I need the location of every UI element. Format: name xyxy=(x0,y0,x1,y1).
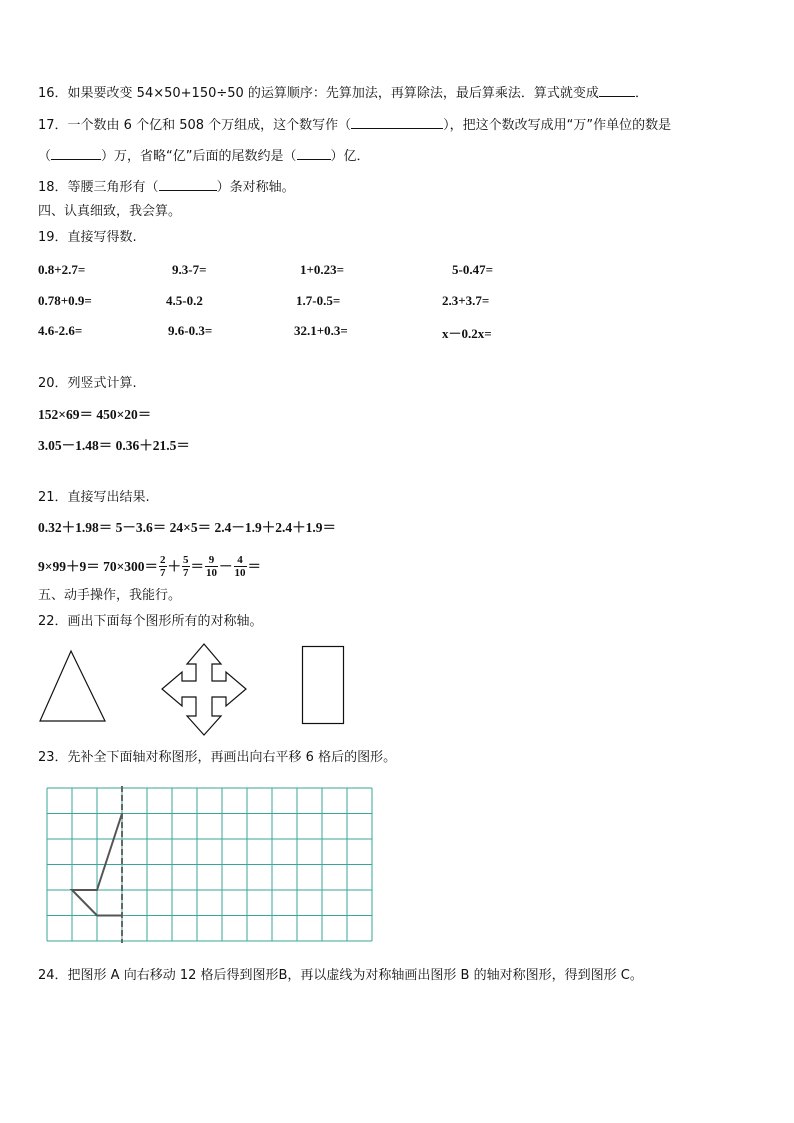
question-18-text-a: 等腰三角形有（ xyxy=(67,180,159,195)
fraction xyxy=(205,554,218,579)
four-arrow-shape xyxy=(162,644,246,735)
question-17-text-c: （ xyxy=(38,149,52,164)
q19-cell: 1.7-0.5= xyxy=(296,293,341,308)
question-17-text-a: 一个数由 6 个亿和 508 个万组成，这个数写作（ xyxy=(67,118,352,133)
q19-cell: 32.1+0.3= xyxy=(294,323,348,338)
q19-cell: 2.3+3.7= xyxy=(442,293,490,308)
four-arrow-figure xyxy=(160,642,248,738)
denominator: 7 xyxy=(183,567,189,580)
question-17-text-d: ）万，省略“亿”后面的尾数约是（ xyxy=(101,149,297,164)
question-16-end: ． xyxy=(634,86,648,101)
equals-sign: ＝ xyxy=(247,558,262,574)
question-18-text-b: ）条对称轴。 xyxy=(216,180,295,195)
answer-blank[interactable] xyxy=(351,116,443,129)
question-16-text: 如果要改变 54×50+150÷50 的运算顺序：先算加法，再算除法，最后算乘法．算式就变成 xyxy=(67,86,599,101)
fraction xyxy=(159,554,167,579)
triangle-figure xyxy=(38,648,108,724)
answer-blank[interactable] xyxy=(599,84,635,97)
question-21-row-2 xyxy=(38,554,261,579)
question-21-title: 21．直接写出结果. xyxy=(38,490,150,505)
q19-cell: 5-0.47= xyxy=(452,262,493,277)
question-24-title: 24．把图形 A 向右移动 12 格后得到图形B，再以虚线为对称轴画出图形 B 的轴对称图形，得到图形 C。 xyxy=(38,968,643,983)
question-21-row-2-lead: 9×99＋9＝ 70×300＝ xyxy=(38,558,159,574)
question-18 xyxy=(38,178,295,196)
rectangle-shape xyxy=(303,647,344,724)
q19-cell: 9.6-0.3= xyxy=(168,323,213,338)
answer-blank[interactable] xyxy=(297,147,331,160)
question-20-title: 20．列竖式计算. xyxy=(38,376,137,391)
q19-cell: 9.3-7= xyxy=(172,262,207,277)
numerator: 5 xyxy=(183,554,189,567)
q19-cell: x－0.2x= xyxy=(442,326,492,341)
question-20-row-1: 152×69＝ 450×20＝ xyxy=(38,407,152,422)
numerator: 2 xyxy=(160,554,166,567)
question-17-number: 17． xyxy=(38,118,68,133)
question-22-title: 22．画出下面每个图形所有的对称轴。 xyxy=(38,614,263,629)
equals-sign: ＝ xyxy=(190,558,205,574)
question-17-text-e: ）亿． xyxy=(330,149,370,164)
question-19-title: 19．直接写得数. xyxy=(38,230,137,245)
numerator: 9 xyxy=(205,554,218,567)
q19-cell: 0.8+2.7= xyxy=(38,262,86,277)
question-17-line-2 xyxy=(38,147,370,165)
section-4-heading: 四、认真细致，我会算。 xyxy=(38,204,182,219)
answer-blank[interactable] xyxy=(159,178,217,191)
fraction xyxy=(182,554,190,579)
question-16-number: 16． xyxy=(38,86,68,101)
question-17-text-b: ），把这个数改写成用“万”作单位的数是 xyxy=(443,118,672,133)
q19-cell: 1+0.23= xyxy=(300,262,345,277)
triangle-shape xyxy=(40,651,105,721)
denominator: 10 xyxy=(206,567,218,580)
question-18-number: 18． xyxy=(38,180,68,195)
numerator: 4 xyxy=(234,554,247,567)
q19-cell: 0.78+0.9= xyxy=(38,293,92,308)
rectangle-figure xyxy=(302,646,346,726)
q19-cell: 4.6-2.6= xyxy=(38,323,83,338)
question-20-row-2: 3.05－1.48＝ 0.36＋21.5＝ xyxy=(38,438,190,453)
question-21-row-1: 0.32＋1.98＝ 5－3.6＝ 24×5＝ 2.4－1.9＋2.4＋1.9＝ xyxy=(38,520,336,535)
fraction xyxy=(234,554,247,579)
denominator: 7 xyxy=(160,567,166,580)
denominator: 10 xyxy=(234,567,246,580)
question-23-title: 23．先补全下面轴对称图形，再画出向右平移 6 格后的图形。 xyxy=(38,750,397,765)
q19-cell: 4.5-0.2 xyxy=(166,293,203,308)
question-16 xyxy=(38,84,648,102)
question-17-line-1 xyxy=(38,116,671,134)
section-5-heading: 五、动手操作，我能行。 xyxy=(38,588,182,603)
minus-sign: － xyxy=(219,558,233,574)
answer-blank[interactable] xyxy=(51,147,101,160)
square-grid xyxy=(46,787,376,943)
plus-sign: ＋ xyxy=(167,558,182,574)
